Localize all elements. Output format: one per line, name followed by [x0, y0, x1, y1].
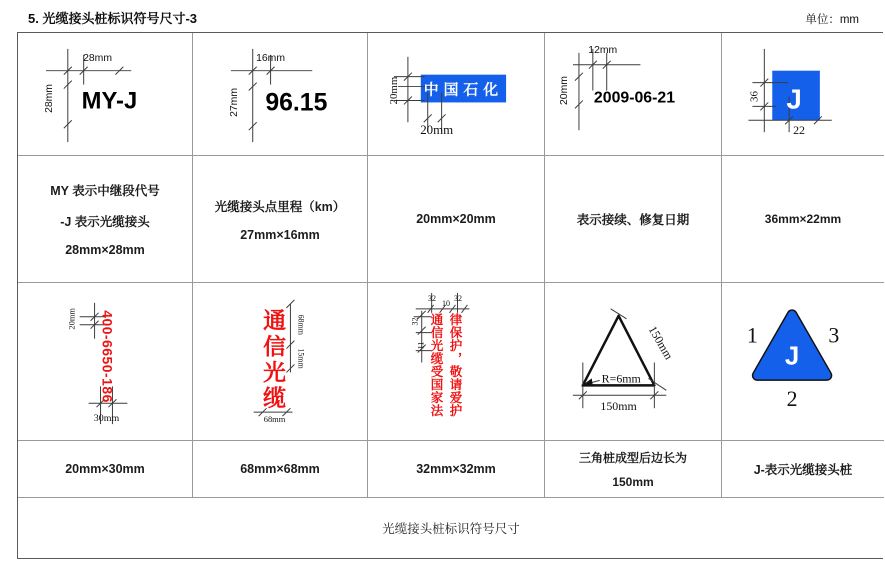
cell-date-diagram	[545, 33, 722, 156]
dim-label-right-upper: 68mm	[296, 314, 306, 335]
cable-char-2: 信	[263, 333, 286, 360]
cable-dimension-drawing	[193, 283, 367, 440]
cable-char-4: 缆	[263, 385, 286, 412]
desc-line: -J 表示光缆接头	[60, 215, 150, 229]
dim-label-top: 28mm	[83, 52, 113, 64]
cell-triangle-diagram	[545, 283, 722, 441]
side-length-label: 150mm	[645, 323, 676, 362]
desc-line: 36mm×22mm	[764, 212, 842, 226]
myj-dimension-drawing	[18, 33, 192, 155]
dimension-lines	[573, 309, 666, 408]
mileage-dimension-drawing	[193, 33, 367, 155]
desc-line: 150mm	[612, 475, 654, 489]
dim-label-bottom: 68mm	[263, 414, 286, 425]
date-dimension-drawing	[545, 33, 721, 155]
dim-label-left: 20mm	[559, 76, 571, 105]
phone-dimension-drawing	[18, 283, 192, 440]
dim-label-bottom: 20mm	[420, 123, 454, 138]
desc-line: 27mm×16mm	[240, 227, 320, 242]
unit-label: 单位：mm	[805, 14, 859, 26]
law-text-column-1: 通信光缆受国家法	[429, 313, 443, 417]
dim-label-bottom: 22	[793, 123, 805, 138]
dim-label-right-lower: 15mm	[296, 348, 306, 369]
cell-law-diagram	[368, 283, 545, 441]
cell-jsquare-diagram	[722, 33, 884, 156]
dim-label-top: 20mm	[66, 307, 77, 330]
cell-sinopec-desc	[368, 156, 545, 283]
dim-label-left-lower: 11	[416, 341, 426, 350]
desc-line: 28mm×28mm	[65, 243, 145, 257]
desc-line: 光缆接头点里程（km）	[214, 199, 346, 214]
page-title: 5. 光缆接头桩标识符号尺寸-3	[28, 11, 198, 26]
cell-jtriangle-desc	[722, 441, 884, 498]
cell-phone-desc	[18, 441, 193, 498]
cell-cable-diagram	[193, 283, 368, 441]
dim-label-left: 27mm	[228, 87, 240, 117]
desc-line: 三角桩成型后边长为	[578, 451, 687, 465]
table-footer: 光缆接头桩标识符号尺寸	[18, 498, 884, 558]
cell-law-desc	[368, 441, 545, 498]
jsquare-dimension-drawing	[722, 33, 884, 155]
cell-sinopec-diagram	[368, 33, 545, 156]
cell-myj-diagram	[18, 33, 193, 156]
dim-label-top: 16mm	[256, 52, 286, 64]
dim-label-left-upper: 32	[410, 317, 420, 326]
dim-label-top-mid: 10	[442, 299, 450, 308]
corner-label-1: 1	[746, 323, 758, 348]
symbol-jsquare-text: J	[786, 83, 802, 115]
law-text-column-2: 律保护，敬请爱护	[448, 313, 462, 417]
bottom-length-label: 150mm	[600, 399, 637, 414]
cell-mileage-diagram	[193, 33, 368, 156]
cell-triangle-desc	[545, 441, 722, 498]
cable-char-3: 光	[263, 359, 286, 386]
desc-line: 68mm×68mm	[240, 462, 320, 476]
cell-jtriangle-diagram	[722, 283, 884, 441]
cell-myj-desc	[18, 156, 193, 283]
desc-line: 32mm×32mm	[416, 462, 496, 476]
dim-label-top-right: 32	[454, 294, 462, 303]
desc-line: MY 表示中继段代号	[50, 184, 160, 198]
desc-line: 20mm×20mm	[416, 212, 496, 226]
cell-mileage-desc	[193, 156, 368, 283]
dim-label-left: 20mm	[387, 76, 400, 105]
dim-label-left: 28mm	[43, 84, 55, 113]
symbol-phone-text: 400-6650-186	[99, 310, 116, 403]
desc-line: 表示接续、修复日期	[576, 213, 690, 227]
dim-label-top-left: 32	[428, 294, 436, 303]
radius-label: R=6mm	[601, 371, 641, 386]
desc-line: J-表示光缆接头桩	[753, 463, 853, 477]
sinopec-dimension-drawing	[368, 33, 544, 155]
desc-line: 20mm×30mm	[65, 462, 145, 476]
page-header	[0, 0, 885, 32]
dim-label-bottom: 30mm	[93, 413, 120, 425]
dim-label-top: 12mm	[588, 44, 618, 56]
symbol-myj-text: MY-J	[81, 87, 138, 115]
symbol-date-text: 2009-06-21	[593, 89, 676, 107]
cable-char-1: 通	[263, 307, 286, 334]
cell-jsquare-desc	[722, 156, 884, 283]
corner-label-3: 3	[828, 323, 840, 348]
cell-phone-diagram	[18, 283, 193, 441]
cell-date-desc	[545, 156, 722, 283]
corner-label-2: 2	[786, 387, 798, 412]
symbol-mileage-text: 96.15	[265, 89, 328, 117]
spec-table	[17, 32, 883, 559]
symbol-sinopec-text: 中国石化	[423, 82, 504, 99]
cell-cable-desc	[193, 441, 368, 498]
symbol-jtriangle-text: J	[784, 342, 800, 371]
triangle-dimension-drawing	[545, 283, 721, 440]
dim-label-left: 36	[748, 91, 761, 102]
jtriangle-drawing	[722, 283, 884, 440]
